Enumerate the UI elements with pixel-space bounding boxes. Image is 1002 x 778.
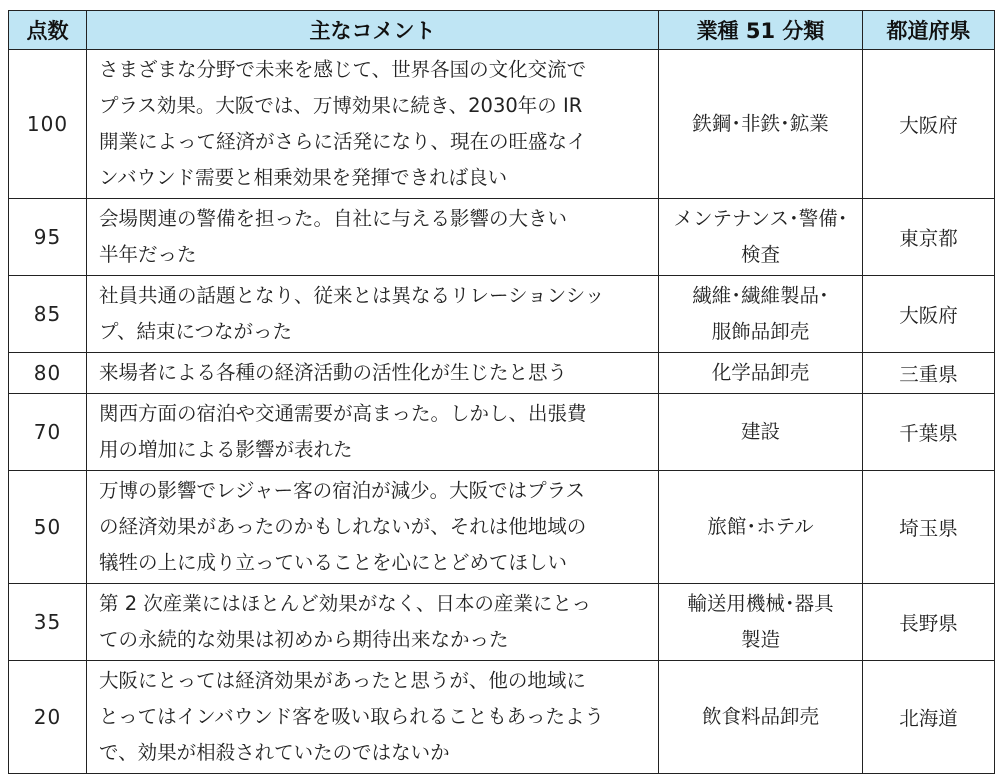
- comment-line: 用の増加による影響が表れた: [99, 438, 353, 461]
- industry-cell: [659, 661, 863, 774]
- comment-line: 第 2 次産業にはほとんど効果がなく、日本の産業にとっ: [99, 592, 592, 615]
- industry-line: 化学品卸売: [711, 361, 810, 384]
- industry-cell: [659, 584, 863, 661]
- prefecture-cell: 大阪府: [863, 276, 995, 353]
- score-cell: 35: [9, 584, 87, 661]
- comment-line: ンバウンド需要と相乗効果を発揮できれば良い: [99, 166, 508, 189]
- industry-cell: [659, 276, 863, 353]
- prefecture-cell: 東京都: [863, 199, 995, 276]
- prefecture-cell: 大阪府: [863, 50, 995, 199]
- score-cell: 85: [9, 276, 87, 353]
- industry-line: 建設: [740, 420, 780, 443]
- comment-cell: [87, 394, 659, 471]
- comment-line: の経済効果があったのかもしれないが、それは他地域の: [99, 515, 587, 538]
- industry-line: 製造: [740, 628, 780, 651]
- table-body: [9, 50, 995, 774]
- comment-line: 万博の影響でレジャー客の宿泊が減少。大阪ではプラス: [99, 479, 586, 502]
- header-score: 点数: [9, 11, 87, 50]
- header-comment: 主なコメント: [87, 11, 659, 50]
- industry-cell: [659, 199, 863, 276]
- comment-line: 会場関連の警備を担った。自社に与える影響の大きい: [99, 207, 568, 230]
- header-industry: 業種 51 分類: [659, 11, 863, 50]
- comment-line: プ、結束につながった: [99, 320, 293, 343]
- header-row: [9, 11, 995, 50]
- comment-line: 半年だった: [99, 243, 197, 266]
- prefecture-cell: 千葉県: [863, 394, 995, 471]
- comment-line: プラス効果。大阪では、万博効果に続き、2030年の IR: [99, 94, 583, 117]
- industry-line: 旅館･ホテル: [707, 515, 814, 538]
- industry-line: 繊維･繊維製品･: [692, 284, 829, 307]
- industry-cell: [659, 471, 863, 584]
- prefecture-cell: 埼玉県: [863, 471, 995, 584]
- header-prefecture: 都道府県: [863, 11, 995, 50]
- comment-line: ての永続的な効果は初めから期待出来なかった: [99, 628, 509, 651]
- prefecture-cell: 三重県: [863, 353, 995, 394]
- comment-cell: [87, 471, 659, 584]
- table-row: [9, 584, 995, 661]
- score-cell: 20: [9, 661, 87, 774]
- comment-line: 来場者による各種の経済活動の活性化が生じたと思う: [99, 361, 568, 384]
- score-cell: 80: [9, 353, 87, 394]
- industry-line: メンテナンス･警備･: [673, 207, 848, 230]
- industry-cell: [659, 394, 863, 471]
- score-cell: 70: [9, 394, 87, 471]
- comments-table: [8, 10, 995, 774]
- industry-cell: [659, 50, 863, 199]
- score-cell: 95: [9, 199, 87, 276]
- comment-cell: [87, 661, 659, 774]
- industry-line: 輸送用機械･器具: [687, 592, 834, 615]
- comment-line: 開業によって経済がさらに活発になり、現在の旺盛なイ: [99, 130, 587, 153]
- comment-line: さまざまな分野で未来を感じて、世界各国の文化交流で: [99, 58, 587, 81]
- comment-cell: [87, 199, 659, 276]
- comment-cell: [87, 353, 659, 394]
- score-cell: 100: [9, 50, 87, 199]
- industry-cell: [659, 353, 863, 394]
- industry-line: 鉄鋼･非鉄･鉱業: [692, 112, 829, 135]
- comment-line: 関西方面の宿泊や交通需要が高まった。しかし、出張費: [99, 402, 587, 425]
- comment-line: 社員共通の話題となり、従来とは異なるリレーションシッ: [99, 284, 605, 307]
- table-row: [9, 471, 995, 584]
- score-cell: 50: [9, 471, 87, 584]
- comment-line: 大阪にとっては経済効果があったと思うが、他の地域に: [99, 669, 586, 692]
- table-row: [9, 276, 995, 353]
- comment-line: 犠牲の上に成り立っていることを心にとどめてほしい: [99, 551, 568, 574]
- prefecture-cell: 北海道: [863, 661, 995, 774]
- comment-cell: [87, 50, 659, 199]
- comment-line: で、効果が相殺されていたのではないか: [99, 741, 450, 764]
- comment-line: とってはインバウンド客を吸い取られることもあったよう: [99, 705, 605, 728]
- table-row: [9, 353, 995, 394]
- comment-cell: [87, 276, 659, 353]
- table-row: [9, 394, 995, 471]
- industry-line: 飲食料品卸売: [701, 705, 819, 728]
- industry-line: 服飾品卸売: [711, 320, 810, 343]
- industry-line: 検査: [740, 243, 780, 266]
- prefecture-cell: 長野県: [863, 584, 995, 661]
- table-row: [9, 50, 995, 199]
- table-row: [9, 661, 995, 774]
- comment-cell: [87, 584, 659, 661]
- table-row: [9, 199, 995, 276]
